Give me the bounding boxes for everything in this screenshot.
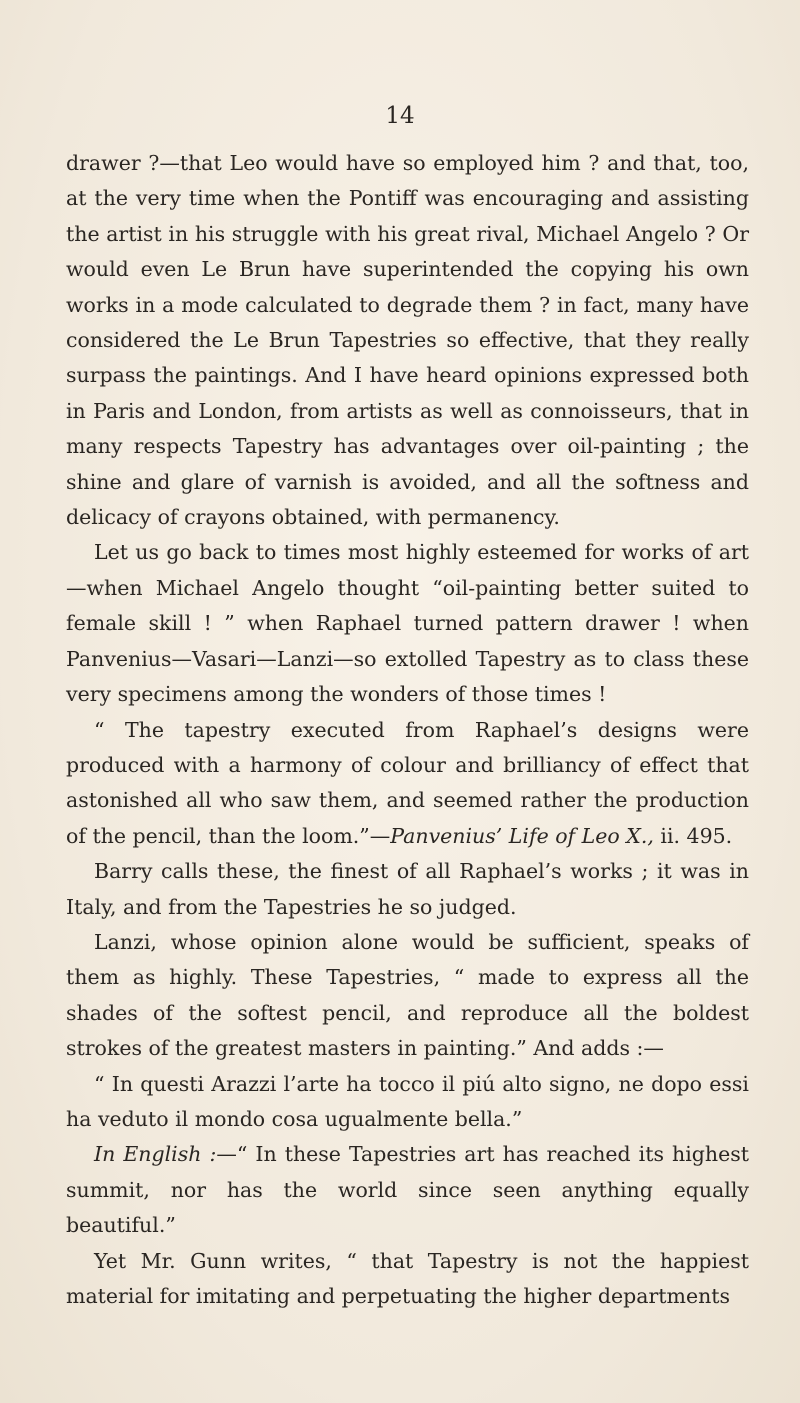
citation-page: ii. 495. (653, 823, 733, 848)
quote-text: “ The tapestry executed from Raphael’s designs were produced with a harmony of colour and brilliancy of effect that astonished all who saw them, and seemed rather the production of the pencil, than the loom.”— (66, 717, 749, 848)
paragraph-5: Lanzi, whose opinion alone would be sufficient, speaks of them as highly. These Tapestries, “ made to express all the shades of the softest pencil, and reproduce all the boldest strokes of the greatest masters in painting.” And adds :— (66, 929, 749, 1061)
paragraph-6: “ In questi Arazzi l’arte ha tocco il piú alto signo, ne dopo essi ha veduto il mondo cosa ugualmente bella.” (66, 1071, 749, 1131)
citation: Panvenius’ Life of Leo X., (390, 823, 654, 848)
paragraph-3 (66, 713, 749, 855)
in-english-lead: In English : (94, 1142, 217, 1167)
body-text (66, 146, 749, 1314)
paragraph-2: Let us go back to times most highly esteemed for works of art—when Michael Angelo thought “oil-painting better suited to female skill ! ” when Raphael turned pattern drawer ! when Panvenius—Vasari—Lanzi—so extolled Tapestry as to class these very specimens among the wonders of those times ! (66, 540, 749, 707)
paragraph-7 (66, 1137, 749, 1243)
paragraph-4: Barry calls these, the finest of all Raphael’s works ; it was in Italy, and from the Tapestries he so judged. (66, 859, 749, 919)
translation-text: —“ In these Tapestries art has reached its highest summit, nor has the world since seen anything equally beautiful.” (66, 1142, 749, 1238)
paragraph-8: Yet Mr. Gunn writes, “ that Tapestry is not the happiest material for imitating and perpetuating the higher departments (66, 1248, 749, 1308)
paragraph-1: drawer ?—that Leo would have so employed him ? and that, too, at the very time when the Pontiff was encouraging and assisting the artist in his struggle with his great rival, Michael Angelo ? Or would even Le Brun have superintended the copying his own works in a mode calculated to degrade them ? in fact, many have considered the Le Brun Tapestries so effective, that they really surpass the paintings. And I have heard opinions expressed both in Paris and London, from artists as well as connoisseurs, that in many respects Tapestry has advantages over oil-painting ; the shine and glare of varnish is avoided, and all the softness and delicacy of crayons obtained, with permanency. (66, 151, 749, 530)
page-number: 14 (385, 103, 415, 129)
